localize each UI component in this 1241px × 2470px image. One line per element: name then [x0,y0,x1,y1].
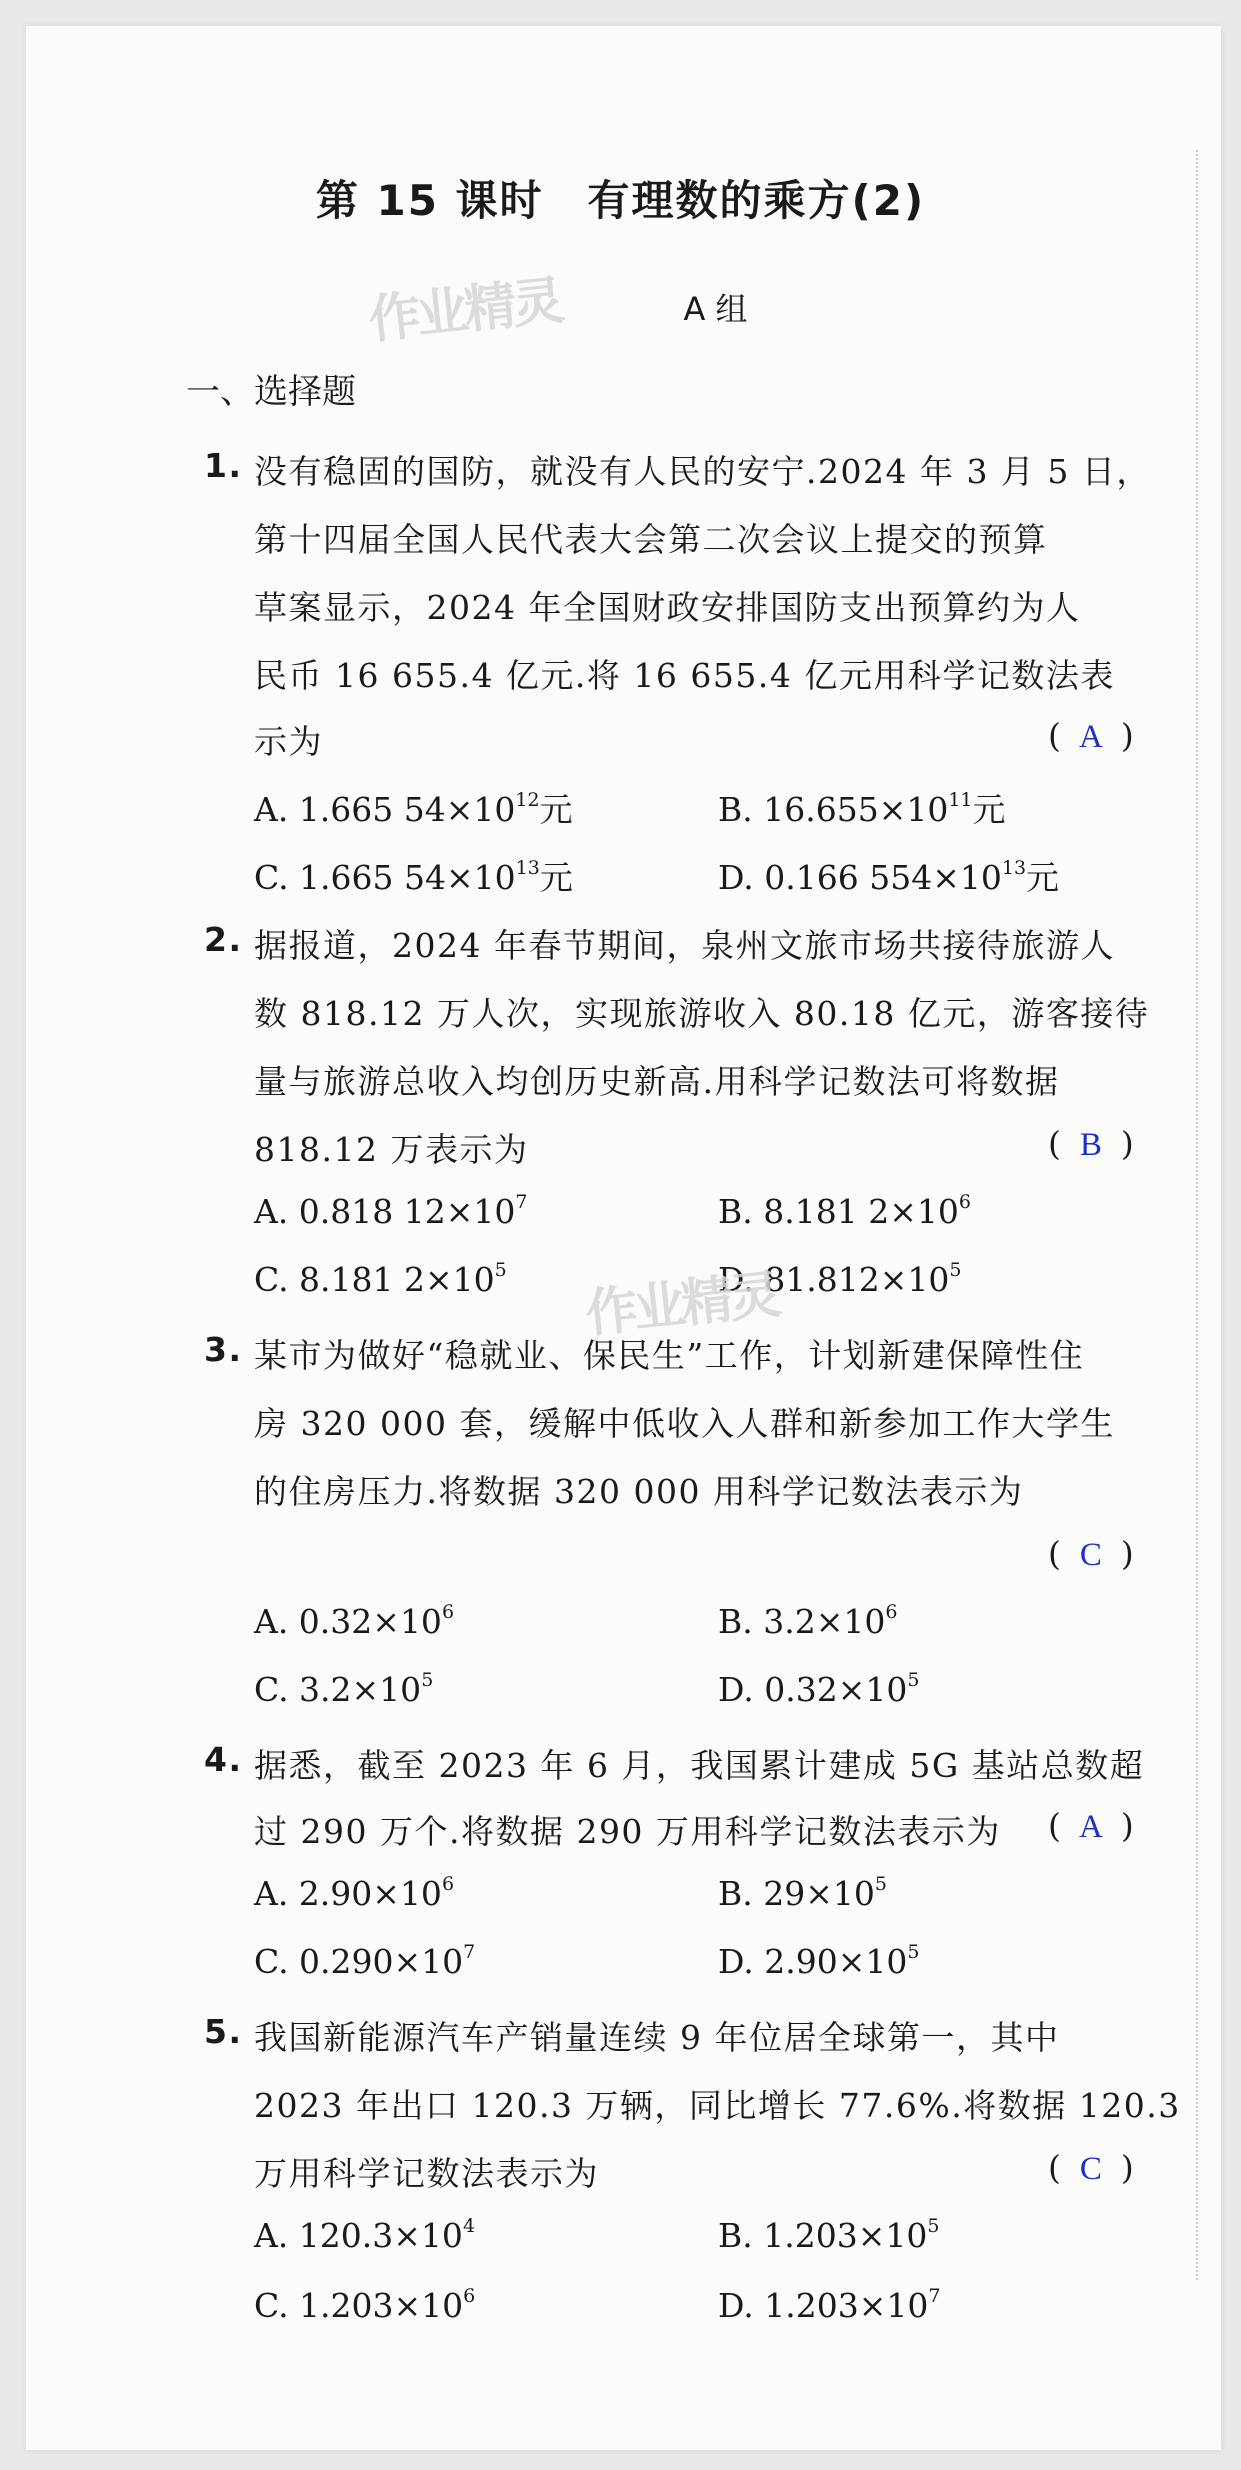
option-choice: A. 1.665 $54\times 10^{12}$元 [254,789,573,829]
page-title: 第 15 课时 有理数的乘方(2) [315,176,926,225]
question-text-line [254,582,1080,629]
question-text: 民币 16 655.4 亿元.将 16 655.4 亿元用科学记数法表 [254,656,1115,695]
question-text: 房 320 000 套，缓解中低收入人群和新参加工作大学生 [254,1404,1115,1443]
answer-bracket: ( A ) [1048,716,1134,755]
question-text-line [254,2148,599,2195]
question-text-line [254,1398,1115,1445]
question-text: 草案显示，2024 年全国财政安排国防支出预算约为人 [254,588,1081,627]
answer-value: C [1079,1537,1102,1573]
option-choice: D. 0.166 $554\times 10^{13}$元 [718,857,1060,897]
option-choice: C. $1.203\times 10^6$ [254,2285,476,2325]
question-number: 3. [204,1330,243,1369]
question-text-line [254,1466,1023,1513]
option-choice: B. $1.203\times 10^5$ [718,2215,940,2255]
option-choice: D. $1.203\times 10^7$ [718,2285,941,2325]
margin-rule [1196,150,1198,2280]
question-text: 过 290 万个.将数据 290 万用科学记数法表示为 [254,1812,1001,1851]
question-number: 2. [204,920,243,959]
answer-value: A [1078,719,1103,755]
question-text: 万用科学记数法表示为 [254,2154,599,2193]
question-text: 示为 [254,722,323,761]
question-text: 2023 年出口 120.3 万辆，同比增长 77.6%.将数据 120.3 [254,2086,1181,2125]
question-text: 我国新能源汽车产销量连续 9 年位居全球第一，其中 [254,2018,1060,2057]
question-text: 的住房压力.将数据 320 000 用科学记数法表示为 [254,1472,1024,1511]
question-text-line [254,1806,1001,1853]
watermark-logo: 作业精灵 [365,271,564,351]
question-text: 某市为做好“稳就业、保民生”工作，计划新建保障性住 [254,1336,1085,1375]
question-number: 5. [204,2012,243,2051]
answer-value: C [1079,2151,1102,2187]
question-text-line [204,920,1115,967]
answer-value: B [1079,1127,1102,1163]
option-choice: C. 8.181 $2\times 10^5$ [254,1259,507,1299]
question-text-line [204,2012,1060,2059]
question-text: 据报道，2024 年春节期间，泉州文旅市场共接待旅游人 [254,926,1115,965]
option-choice: B. 8.181 $2\times 10^6$ [718,1191,971,1231]
answer-bracket: ( B ) [1048,1124,1134,1163]
question-text-line [254,650,1115,697]
option-choice: B. $16.655\times 10^{11}$元 [718,789,1006,829]
question-text-line [204,1740,1145,1787]
answer-bracket: ( C ) [1048,2148,1134,2187]
answer-value: A [1078,1809,1103,1845]
question-text: 量与旅游总收入均创历史新高.用科学记数法可将数据 [254,1062,1060,1101]
question-number: 1. [204,446,243,485]
question-text-line [204,446,1151,493]
question-text-line [254,1124,528,1171]
option-choice: D. $2.90\times 10^5$ [718,1941,920,1981]
group-label: A 组 [683,290,748,328]
option-choice: B. $3.2\times 10^6$ [718,1601,898,1641]
section-heading: 一、选择题 [186,372,356,412]
question-text: 第十四届全国人民代表大会第二次会议上提交的预算 [254,520,1048,559]
option-choice: A. $120.3\times 10^4$ [254,2215,476,2255]
question-text-line [254,514,1048,561]
option-choice: D. $0.32\times 10^5$ [718,1669,920,1709]
question-text: 818.12 万表示为 [254,1130,529,1169]
option-choice: A. $2.90\times 10^6$ [254,1873,455,1913]
question-text: 数 818.12 万人次，实现旅游收入 80.18 亿元，游客接待 [254,994,1150,1033]
question-text: 没有稳固的国防，就没有人民的安宁.2024 年 3 月 5 日， [254,452,1151,491]
question-text: 据悉，截至 2023 年 6 月，我国累计建成 5G 基站总数超 [254,1746,1145,1785]
option-choice: D. $81.812\times 10^5$ [718,1259,962,1299]
option-choice: C. 1.665 $54\times 10^{13}$元 [254,857,573,897]
option-choice: C. $0.290\times 10^7$ [254,1941,476,1981]
option-choice: C. $3.2\times 10^5$ [254,1669,434,1709]
question-number: 4. [204,1740,243,1779]
question-text-line [254,988,1149,1035]
answer-bracket: ( C ) [1048,1534,1134,1573]
question-text-line [254,2080,1181,2127]
option-choice: A. $0.32\times 10^6$ [254,1601,455,1641]
question-text-line [254,1056,1060,1103]
option-choice: A. 0.818 $12\times 10^7$ [254,1191,528,1231]
option-choice: B. $29\times 10^5$ [718,1873,887,1913]
watermark-logo: 作业精灵 [582,1265,781,1345]
question-text-line [254,716,323,763]
answer-bracket: ( A ) [1048,1806,1134,1845]
